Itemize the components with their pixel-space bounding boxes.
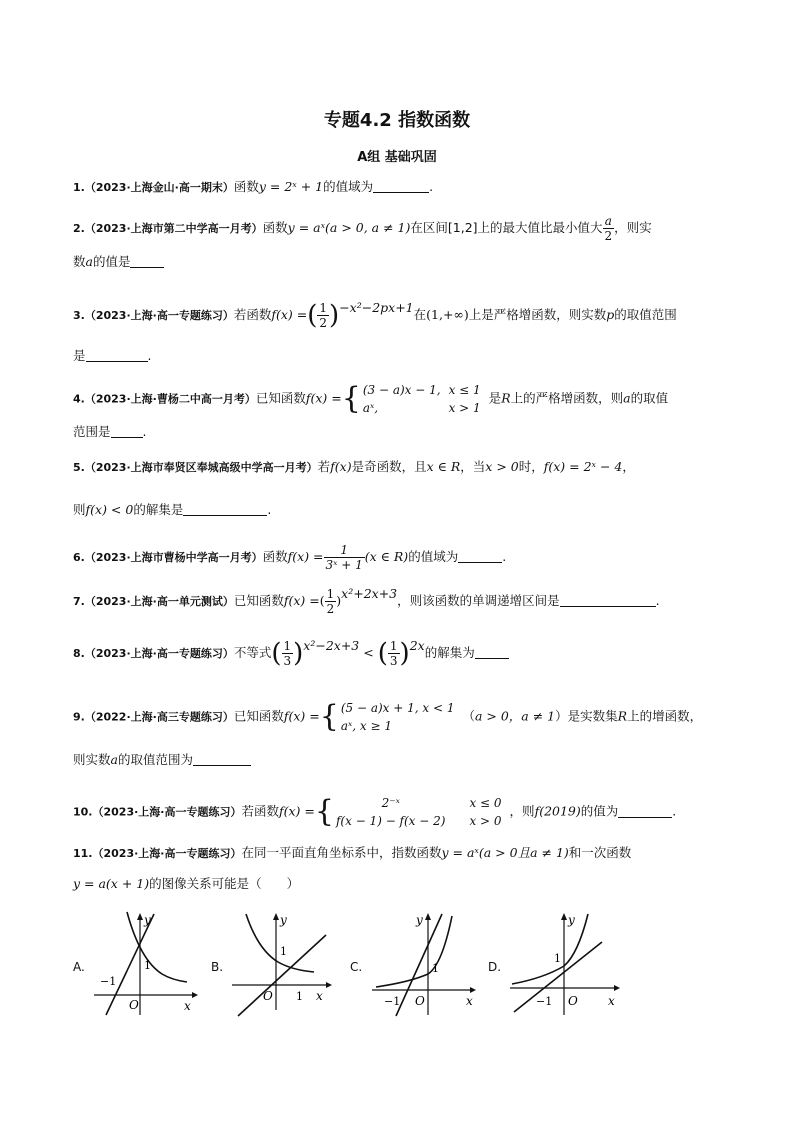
y-axis-label: y — [568, 913, 575, 927]
x-axis-label: x — [184, 999, 191, 1013]
option-b-label[interactable]: B. — [211, 960, 224, 974]
x-axis-label: x — [316, 989, 323, 1003]
answer-blank[interactable] — [86, 348, 148, 362]
y-axis-arrow — [273, 913, 279, 920]
option-c-label[interactable]: C. — [350, 960, 363, 974]
question-number: 1. — [73, 181, 85, 194]
page-title: 专题4.2 指数函数 — [323, 110, 471, 131]
question-9-line2: 则实数a的取值范围为 — [73, 750, 723, 770]
option-b-graph[interactable] — [230, 910, 340, 1020]
question-8: 8.（2023·上海·高一专题练习）不等式( $\frac{1}{3}$ )$^{x^2-2x+3}$ < ( $\frac{1}{3}$ )$^{2x}$的解集为 — [73, 636, 723, 668]
question-7: 7.（2023·上海·高一单元测试）已知函数f(x) =( $\frac{1}{2}$ )$^{x^2+2x+3}$，则该函数的单调递增区间是 . — [73, 586, 660, 616]
question-2: 2.（2023·上海市第二中学高一月考）函数y = aˣ(a > 0, a ≠ 1)在区间[1,2]上的最大值比最小值大 $\frac{a}{2}$ ，则实 — [73, 214, 652, 243]
question-9: 9.（2022·上海·高三专题练习）已知函数f(x) ={ (5 − a)x + 1, x < 1 aˣ, x ≥ 1（a > 0，a ≠ 1）是实数集R上的增函数， — [73, 699, 703, 734]
question-11-line2: y = a(x + 1)的图像关系可能是（ ） — [73, 876, 300, 891]
origin-label: O — [568, 994, 578, 1008]
piecewise: (5 − a)x + 1, x < 1 aˣ, x ≥ 1 — [340, 701, 455, 733]
tick-label: 1 — [144, 959, 151, 972]
answer-blank[interactable] — [183, 502, 267, 516]
option-c-graph[interactable] — [370, 910, 480, 1020]
x-axis-arrow — [614, 985, 620, 991]
question-1: 1.（2023·上海金山·高一期末）函数y = 2ˣ + 1的值域为 . — [73, 179, 434, 194]
x-axis-arrow — [470, 987, 476, 993]
y-axis-arrow — [425, 913, 431, 920]
tick-label: 1 — [554, 952, 561, 965]
piecewise: 2⁻ˣ x ≤ 0 f(x − 1) − f(x − 2) x > 0 — [335, 796, 502, 828]
section-subtitle: A组 基础巩固 — [357, 150, 437, 165]
formula: y = 2ˣ + 1 — [258, 179, 324, 194]
option-a-graph[interactable] — [92, 910, 202, 1020]
tick-label: 1 — [280, 945, 287, 958]
question-10: 10.（2023·上海·高一专题练习）若函数f(x) ={ 2⁻ˣ x ≤ 0 f(x − 1) − f(x − 2) x > 0，则f(2019)的值为 . — [73, 794, 677, 829]
y-axis-label: y — [280, 913, 287, 927]
answer-blank[interactable] — [475, 645, 509, 659]
option-d-graph[interactable] — [508, 910, 628, 1020]
answer-blank[interactable] — [111, 424, 143, 438]
tick-label: −1 — [100, 975, 117, 988]
y-axis-label: y — [416, 913, 423, 927]
answer-blank[interactable] — [618, 804, 672, 818]
origin-label: O — [415, 994, 425, 1008]
question-4-line2: 范围是 . — [73, 424, 147, 439]
question-source: （2023·上海金山·高一期末） — [84, 181, 234, 194]
answer-blank[interactable] — [373, 179, 429, 193]
option-a-label[interactable]: A. — [73, 960, 85, 974]
answer-blank[interactable] — [458, 549, 502, 563]
answer-blank[interactable] — [193, 752, 251, 766]
x-axis-label: x — [466, 994, 473, 1008]
exponential-curve — [512, 914, 588, 984]
x-axis-label: x — [608, 994, 615, 1008]
y-axis-arrow — [561, 913, 567, 920]
tick-label: 1 — [432, 962, 439, 975]
x-axis-arrow — [326, 982, 332, 988]
question-6: 6.（2023·上海市曹杨中学高一月考）函数f(x) = $\frac{1}{\text{3ˣ + 1}}$ (x ∈ R)的值域为 . — [73, 543, 507, 572]
answer-blank[interactable] — [130, 254, 164, 268]
tick-label: 1 — [296, 990, 303, 1003]
option-d-label[interactable]: D. — [488, 960, 502, 974]
exponential-curve — [127, 912, 187, 982]
question-2-line2: 数a的值是 — [73, 252, 723, 272]
origin-label: O — [263, 989, 273, 1003]
tick-label: −1 — [536, 995, 553, 1008]
question-3: 3.（2023·上海·高一专题练习）若函数f(x) =( $\frac{1}{2}$ )$^{-x^2-2px+1}$在(1,+∞)上是严格增函数，则实数p的取值范围 — [73, 300, 677, 331]
answer-blank[interactable] — [560, 593, 656, 607]
y-axis-arrow — [137, 913, 143, 920]
fraction: $\frac{a}{2}$ — [604, 214, 613, 243]
question-4: 4.（2023·上海·曹杨二中高一月考）已知函数f(x) ={ (3 − a)x − 1, x ≤ 1 aˣ, x > 1是R上的严格增函数，则a的取值 — [73, 381, 669, 416]
tick-label: −1 — [384, 995, 401, 1008]
question-3-line2: 是 . — [73, 348, 152, 363]
origin-label: O — [129, 998, 139, 1012]
question-5: 5.（2023·上海市奉贤区奉城高级中学高一月考）若f(x)是奇函数，且x ∈ R，当x > 0时，f(x) = 2ˣ − 4， — [73, 459, 635, 474]
question-5-line2: 则f(x) < 0的解集是 . — [73, 502, 272, 517]
x-axis-arrow — [192, 992, 198, 998]
formula: y = aˣ(a > 0, a ≠ 1) — [287, 220, 411, 235]
y-axis-label: y — [144, 913, 151, 927]
piecewise: (3 − a)x − 1, x ≤ 1 aˣ, x > 1 — [362, 383, 481, 415]
question-11: 11.（2023·上海·高一专题练习）在同一平面直角坐标系中，指数函数y = aˣ(a > 0且a ≠ 1)和一次函数 — [73, 845, 632, 860]
